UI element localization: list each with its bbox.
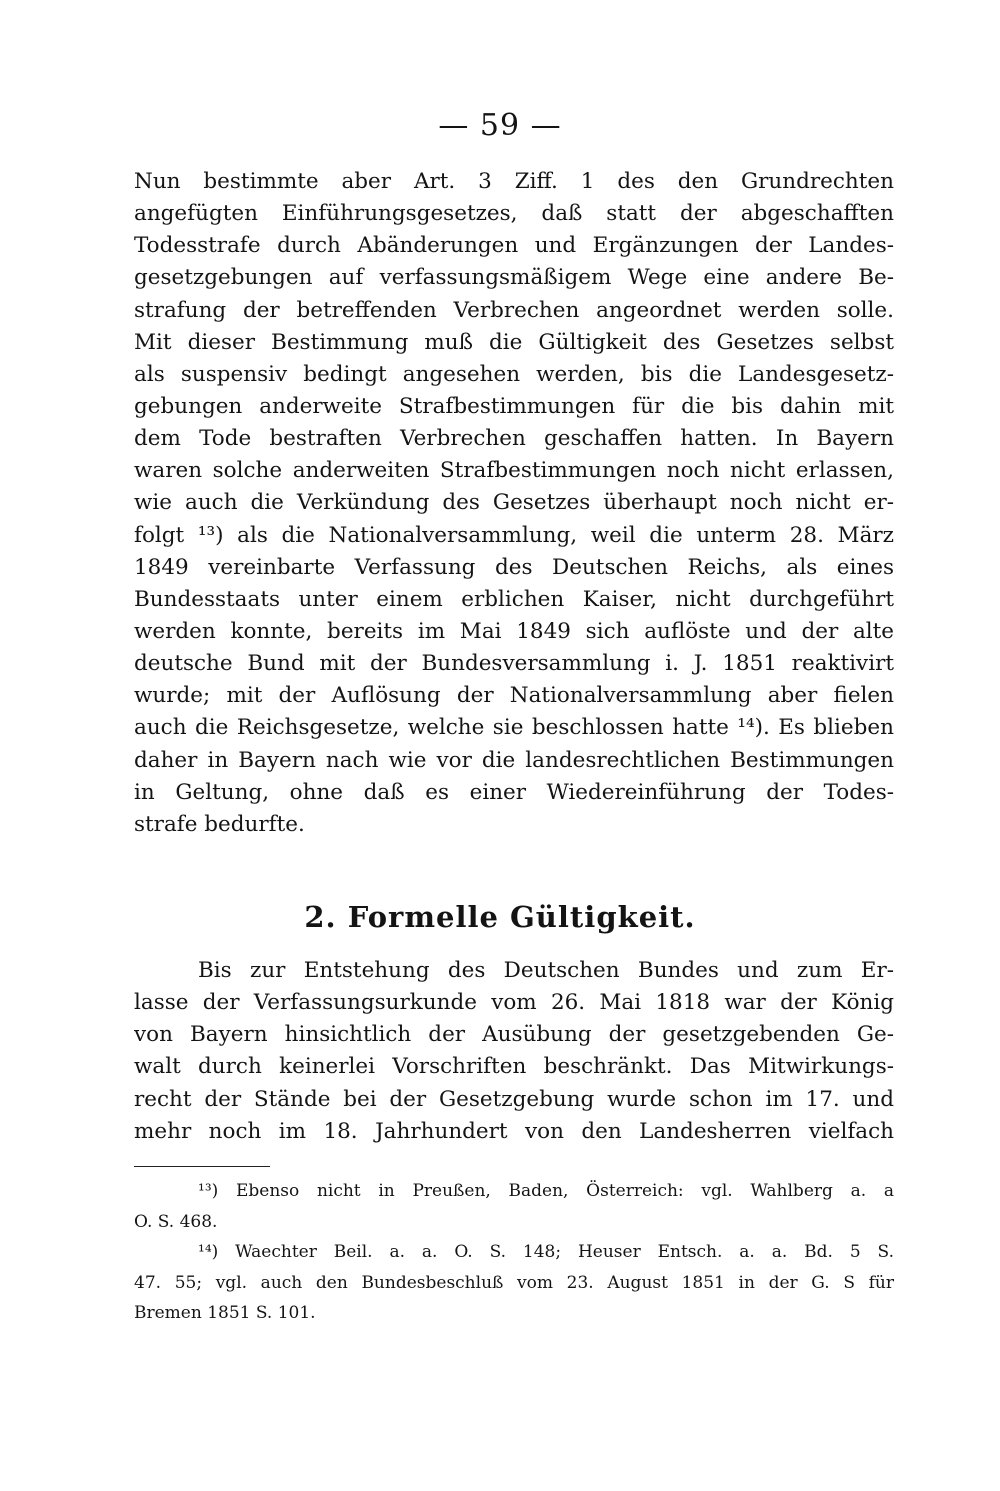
text-line: werden konnte, bereits im Mai 1849 sich auflöste und der alte	[134, 618, 894, 644]
footnote-14	[134, 1237, 894, 1329]
text-line: Bis zur Entstehung des Deutschen Bundes und zum Er-	[198, 958, 894, 983]
text-line: folgt ¹³) als die Nationalversammlung, weil die unterm 28. März	[134, 522, 894, 548]
text-line: gebungen anderweite Strafbestimmungen für die bis dahin mit	[134, 393, 894, 419]
text-line: waren solche anderweiten Strafbestimmungen noch nicht erlassen,	[134, 458, 894, 484]
footnotes	[134, 1176, 894, 1329]
text-line: von Bayern hinsichtlich der Ausübung der gesetzgebenden Ge-	[134, 1022, 894, 1048]
text-line: lasse der Verfassungsurkunde vom 26. Mai 1818 war der König	[134, 990, 894, 1016]
text-line: walt durch keinerlei Vorschriften beschränkt. Das Mitwirkungs-	[134, 1054, 894, 1080]
text-line: wie auch die Verkündung des Gesetzes überhaupt noch nicht er-	[134, 490, 894, 516]
text-line: Nun bestimmte aber Art. 3 Ziff. 1 des den Grundrechten	[134, 169, 894, 194]
text-line: wurde; mit der Auflösung der Nationalversammlung aber fielen	[134, 683, 894, 709]
text-line: in Geltung, ohne daß es einer Wiedereinführung der Todes-	[134, 779, 894, 805]
text-line: Mit dieser Bestimmung muß die Gültigkeit des Gesetzes selbst	[134, 329, 894, 355]
text-line: angefügten Einführungsgesetzes, daß statt der abgeschafften	[134, 201, 894, 227]
footnote-line: 47. 55; vgl. auch den Bundesbeschluß vom 23. August 1851 in der G. S für	[134, 1272, 894, 1293]
text-line: dem Tode bestraften Verbrechen geschaffen hatten. In Bayern	[134, 426, 894, 452]
text-line: gesetzgebungen auf verfassungsmäßigem Wege eine andere Be-	[134, 265, 894, 291]
footnote-line: ¹³) Ebenso nicht in Preußen, Baden, Österreich: vgl. Wahlberg a. a	[198, 1181, 894, 1201]
page-number: — 59 —	[438, 108, 562, 143]
text-line: strafung der betreffenden Verbrechen angeordnet werden solle.	[134, 297, 894, 323]
text-line: deutsche Bund mit der Bundesversammlung i. J. 1851 reaktivirt	[134, 651, 894, 677]
paragraph-1	[134, 166, 894, 841]
footnote-line: O. S. 468.	[134, 1211, 218, 1232]
footnote-line: Bremen 1851 S. 101.	[134, 1303, 316, 1323]
footnote-line: ¹⁴) Waechter Beil. a. a. O. S. 148; Heuser Entsch. a. a. Bd. 5 S.	[198, 1242, 894, 1262]
text-line: als suspensiv bedingt angesehen werden, bis die Landesgesetz-	[134, 361, 894, 387]
text-line: auch die Reichsgesetze, welche sie beschlossen hatte ¹⁴). Es blieben	[134, 715, 894, 741]
footnote-divider	[134, 1166, 270, 1167]
text-line: 1849 vereinbarte Verfassung des Deutschen Reichs, als eines	[134, 554, 894, 580]
text-line: strafe bedurfte.	[134, 811, 305, 837]
text-line: recht der Stände bei der Gesetzgebung wurde schon im 17. und	[134, 1086, 894, 1112]
paragraph-2	[134, 955, 894, 1148]
text-line: Todesstrafe durch Abänderungen und Ergänzungen der Landes-	[134, 233, 894, 259]
text-line: daher in Bayern nach wie vor die landesrechtlichen Bestimmungen	[134, 747, 894, 773]
section-heading: 2. Formelle Gültigkeit.	[304, 900, 696, 934]
text-line: Bundesstaats unter einem erblichen Kaiser, nicht durchgeführt	[134, 586, 894, 612]
footnote-13	[134, 1176, 894, 1237]
text-line: mehr noch im 18. Jahrhundert von den Landesherren vielfach	[134, 1118, 894, 1144]
